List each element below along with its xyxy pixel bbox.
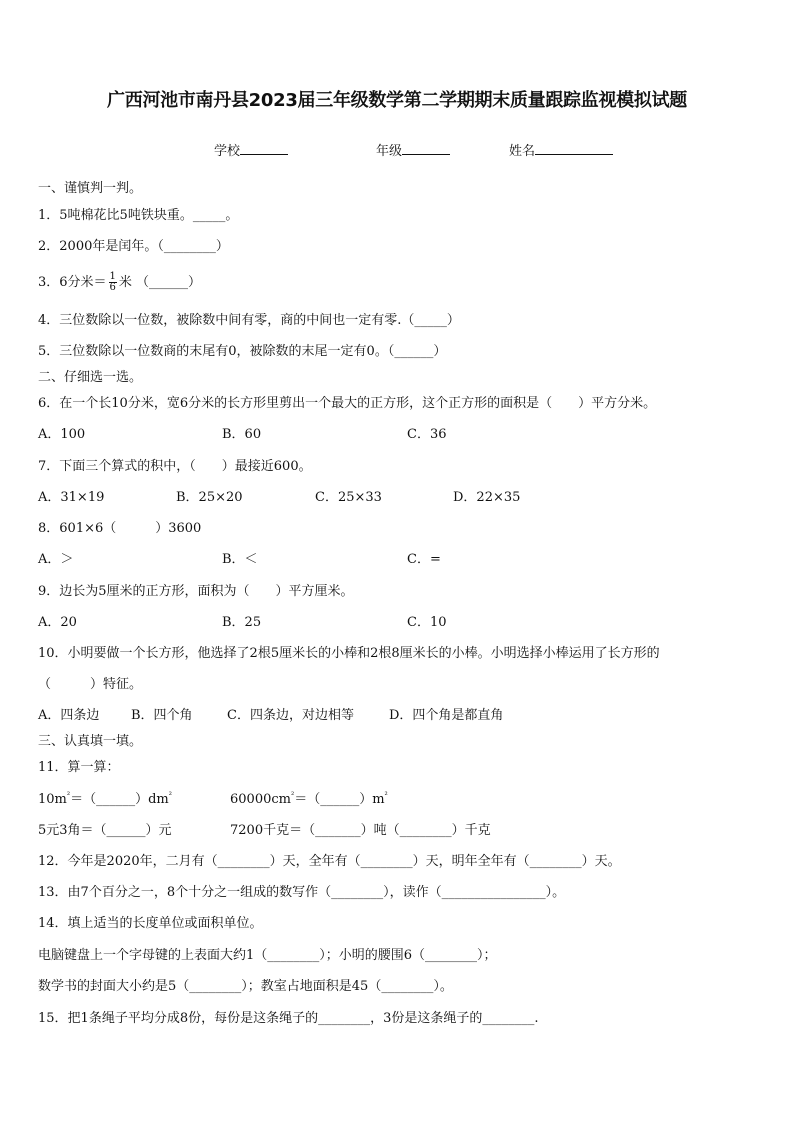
q3-numerator: 1 [109, 271, 116, 282]
q10-option-d[interactable]: D．四个角是都直角 [389, 708, 504, 723]
question-6: 6．在一个长10分米，宽6分米的长方形里剪出一个最大的正方形，这个正方形的面积是（ ）平方分米。 [38, 396, 657, 411]
q11-row2-item-b: 7200千克＝（_______）吨（________）千克 [230, 823, 491, 838]
q11-row1-item-a [38, 792, 172, 808]
name-label: 姓名 [509, 144, 536, 159]
name-blank[interactable] [535, 142, 613, 155]
squared-mark: ² [384, 790, 388, 800]
q11-r1a-mid: ＝（______）dm [70, 792, 169, 807]
question-8: 8．601×6（ ）3600 [38, 521, 202, 536]
q3-denominator: 6 [109, 282, 116, 293]
question-10-line-1: 10．小明要做一个长方形，他选择了2根5厘米长的小棒和2根8厘米长的小棒。小明选择小棒运用了长方形的 [38, 646, 660, 661]
q11-row1-item-b [230, 792, 388, 808]
section-heading-2: 二、仔细选一选。 [38, 370, 143, 385]
question-15: 15．把1条绳子平均分成8份，每份是这条绳子的________，3份是这条绳子的________. [38, 1011, 539, 1026]
question-14: 14．填上适当的长度单位或面积单位。 [38, 916, 263, 931]
school-label: 学校 [214, 144, 241, 159]
q7-option-a[interactable]: A．31×19 [38, 490, 105, 505]
q6-option-a[interactable]: A．100 [38, 427, 86, 442]
q9-option-b[interactable]: B．25 [222, 615, 262, 630]
q7-option-c[interactable]: C．25×33 [315, 490, 382, 505]
squared-mark: ² [66, 790, 71, 800]
question-10-line-2: （ ）特征。 [38, 677, 143, 692]
q3-prefix: 3．6分米＝ [38, 275, 107, 290]
school-field [214, 140, 288, 159]
squared-mark: ² [290, 790, 295, 800]
q7-option-d[interactable]: D．22×35 [453, 490, 521, 505]
squared-mark: ² [168, 790, 172, 800]
q6-option-b[interactable]: B．60 [222, 427, 262, 442]
name-field [509, 140, 613, 159]
q3-fraction [109, 272, 117, 293]
section-heading-1: 一、谨慎判一判。 [38, 181, 143, 196]
question-1: 1．5吨棉花比5吨铁块重。_____。 [38, 208, 239, 223]
question-2: 2．2000年是闰年。（________） [38, 239, 229, 254]
question-4: 4．三位数除以一位数，被除数中间有零，商的中间也一定有零.（_____） [38, 313, 460, 328]
q11-r1a-pre: 10m [38, 792, 67, 807]
q3-suffix: 米 （______） [118, 275, 202, 290]
page-title: 广西河池市南丹县2023届三年级数学第二学期期末质量跟踪监视模拟试题 [107, 90, 687, 111]
q11-row2-item-a: 5元3角＝（______）元 [38, 823, 172, 838]
question-14-line-1: 电脑键盘上一个字母键的上表面大约1（________）；小明的腰围6（________）； [38, 948, 497, 963]
q10-option-c[interactable]: C．四条边，对边相等 [227, 708, 354, 723]
q9-option-a[interactable]: A．20 [38, 615, 77, 630]
question-7: 7．下面三个算式的积中，（ ）最接近600。 [38, 459, 312, 474]
q8-option-c[interactable]: C．= [407, 552, 441, 567]
question-14-line-2: 数学书的封面大小约是5（________）；教室占地面积是45（________）。 [38, 979, 453, 994]
grade-blank[interactable] [402, 142, 450, 155]
q8-option-b[interactable]: B．＜ [222, 552, 258, 567]
question-11: 11．算一算： [38, 760, 120, 775]
question-5: 5．三位数除以一位数商的末尾有0，被除数的末尾一定有0。（______） [38, 344, 447, 359]
school-blank[interactable] [240, 142, 288, 155]
q9-option-c[interactable]: C．10 [407, 615, 447, 630]
q10-option-b[interactable]: B．四个角 [131, 708, 193, 723]
q8-option-a[interactable]: A．＞ [38, 552, 74, 567]
grade-field [376, 140, 450, 159]
q11-r1b-mid: ＝（______）m [294, 792, 385, 807]
question-12: 12．今年是2020年，二月有（________）天，全年有（________）天，明年全年有（________）天。 [38, 854, 621, 869]
grade-label: 年级 [376, 144, 403, 159]
question-3 [38, 271, 201, 295]
question-13: 13．由7个百分之一，8个十分之一组成的数写作（________），读作（________________）。 [38, 885, 566, 900]
q7-option-b[interactable]: B．25×20 [176, 490, 243, 505]
q6-option-c[interactable]: C．36 [407, 427, 447, 442]
question-9: 9．边长为5厘米的正方形，面积为（ ）平方厘米。 [38, 584, 354, 599]
q10-option-a[interactable]: A．四条边 [38, 708, 100, 723]
section-heading-3: 三、认真填一填。 [38, 734, 143, 749]
q11-r1b-pre: 60000cm [230, 792, 291, 807]
